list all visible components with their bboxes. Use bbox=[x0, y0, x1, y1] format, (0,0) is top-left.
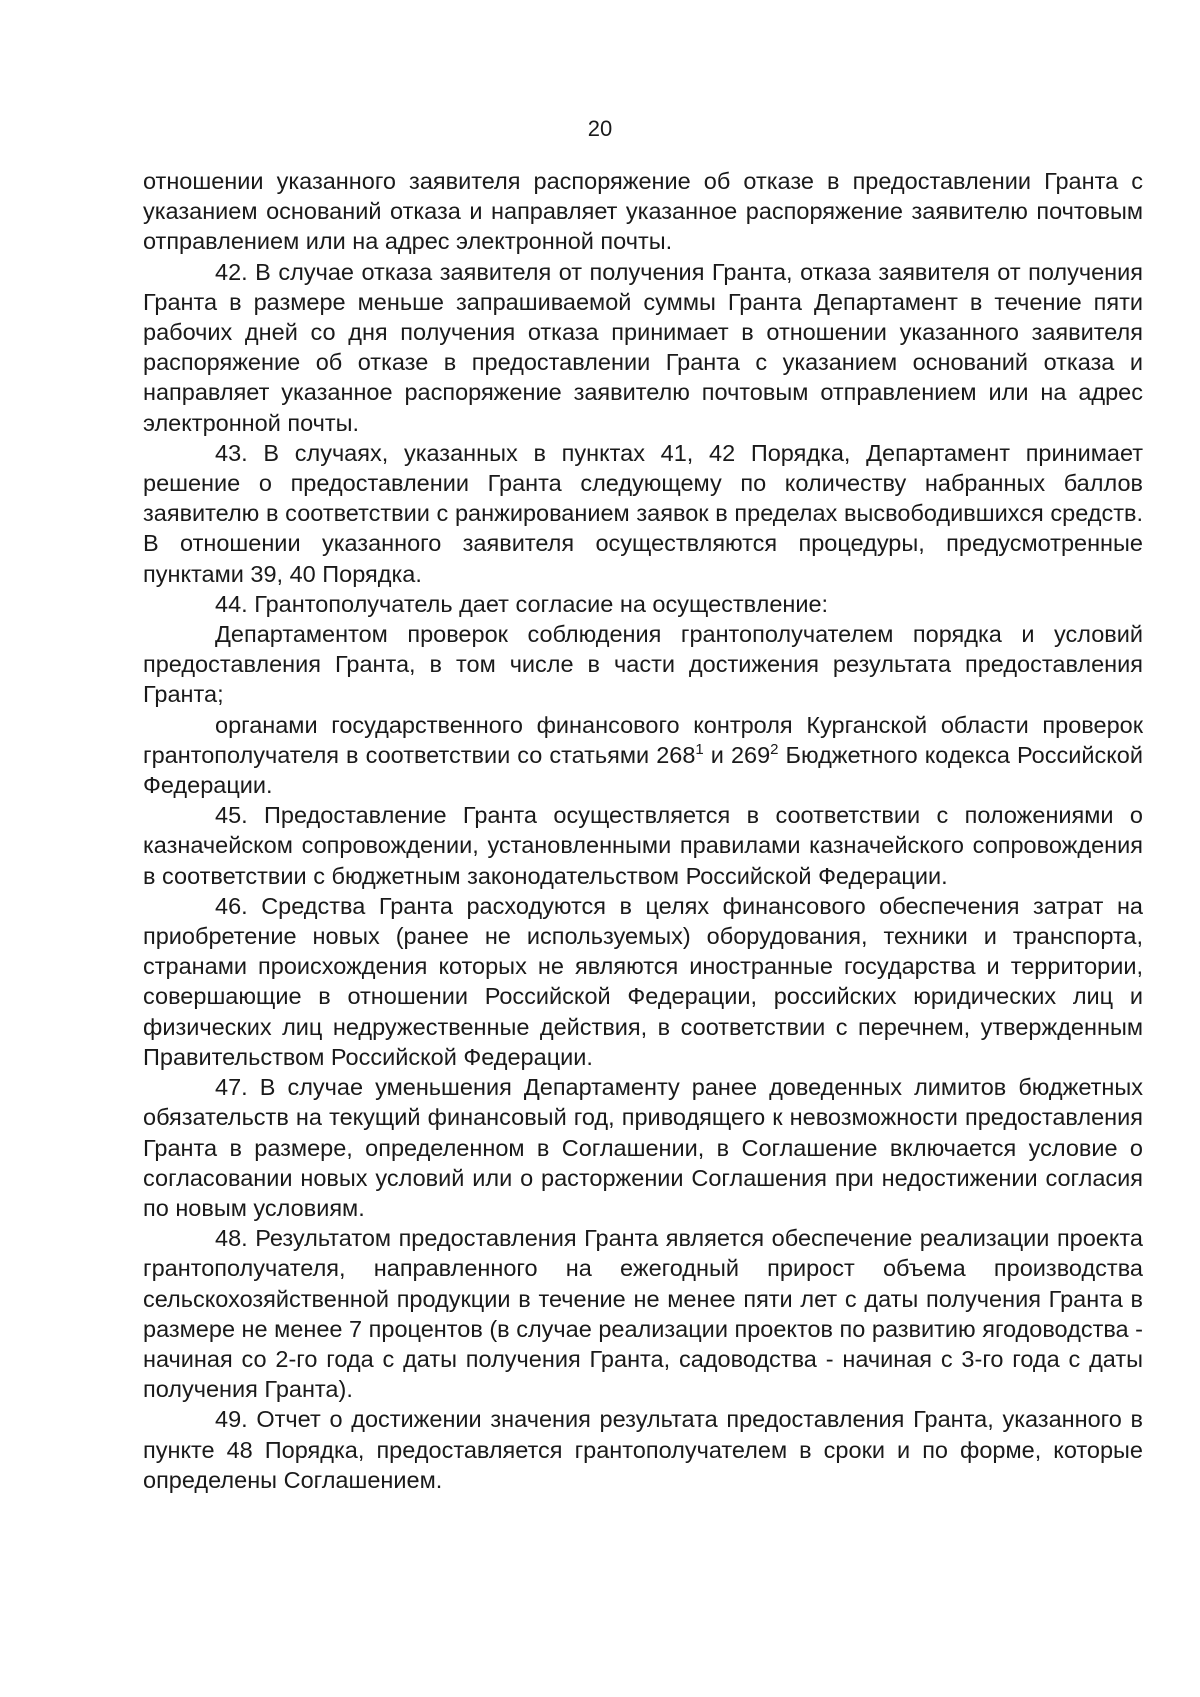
paragraph-item-48: 48. Результатом предоставления Гранта является обеспечение реализации проекта грантополучателя, направленного на ежегодный прирост объема производства сельскохозяйственной продукции в течение не менее пяти лет с даты получения Гранта в размере не менее 7 процентов (в случае реализации проектов по развитию ягодоводства - начиная со 2-го года с даты получения Гранта, садоводства - начиная с 3-го года с даты получения Гранта). bbox=[143, 1225, 1143, 1403]
superscript: 2 bbox=[770, 740, 779, 758]
paragraph-item-44-department-checks: Департаментом проверок соблюдения грантополучателем порядка и условий предоставления Гранта, в том числе в части достижения результата предоставления Гранта; bbox=[143, 621, 1143, 708]
superscript: 1 bbox=[695, 740, 704, 758]
paragraph-text: и 269 bbox=[703, 741, 771, 768]
paragraph-item-43: 43. В случаях, указанных в пунктах 41, 42 Порядка, Департамент принимает решение о предоставлении Гранта следующему по количеству набранных баллов заявителю в соответствии с ранжированием заявок в пределах высвободившихся средств. В отношении указанного заявителя осуществляются процедуры, предусмотренные пунктами 39, 40 Порядка. bbox=[143, 439, 1143, 587]
paragraph-item-42: 42. В случае отказа заявителя от получения Гранта, отказа заявителя от получения Гранта в размере меньше запрашиваемой суммы Гранта Департамент в течение пяти рабочих дней со дня получения отказа принимает в отношении указанного заявителя распоряжение об отказе в предоставлении Гранта с указанием оснований отказа и направляет указанное распоряжение заявителю почтовым отправлением или на адрес электронной почты. bbox=[143, 258, 1143, 436]
paragraph-item-46: 46. Средства Гранта расходуются в целях финансового обеспечения затрат на приобретение новых (ранее не используемых) оборудования, техники и транспорта, странами происхождения которых не являются иностранные государства и территории, совершающие в отношении Российской Федерации, российских юридических лиц и физических лиц недружественные действия, в соответствии с перечнем, утвержденным Правительством Российской Федерации. bbox=[143, 892, 1143, 1070]
paragraph-item-47: 47. В случае уменьшения Департаменту ранее доведенных лимитов бюджетных обязательств на текущий финансовый год, приводящего к невозможности предоставления Гранта в размере, определенном в Соглашении, в Соглашение включается условие о согласовании новых условий или о расторжении Соглашения при недостижении согласия по новым условиям. bbox=[143, 1074, 1143, 1221]
paragraph-item-49: 49. Отчет о достижении значения результата предоставления Гранта, указанного в пункте 48 Порядка, предоставляется грантополучателем в сроки и по форме, которые определены Соглашением. bbox=[143, 1406, 1143, 1493]
paragraph-continuation: отношении указанного заявителя распоряжение об отказе в предоставлении Гранта с указанием оснований отказа и направляет указанное распоряжение заявителю почтовым отправлением или на адрес электронной почты. bbox=[143, 168, 1143, 255]
paragraph-item-45: 45. Предоставление Гранта осуществляется в соответствии с положениями о казначейском сопровождении, установленными правилами казначейского сопровождения в соответствии с бюджетным законодательством Российской Федерации. bbox=[143, 802, 1143, 889]
paragraph-text: органами государственного финансового контроля Курганской области проверок грантополучателя в соответствии со статьями 268 bbox=[143, 711, 1143, 768]
paragraph-item-44-state-control bbox=[143, 710, 1143, 801]
paragraph-text: Бюджетного кодекса Российской Федерации. bbox=[143, 741, 1143, 799]
page-number: 20 bbox=[587, 116, 613, 141]
paragraph-item-44: 44. Грантополучатель дает согласие на осуществление: bbox=[215, 590, 829, 617]
document-body bbox=[143, 166, 1143, 1495]
